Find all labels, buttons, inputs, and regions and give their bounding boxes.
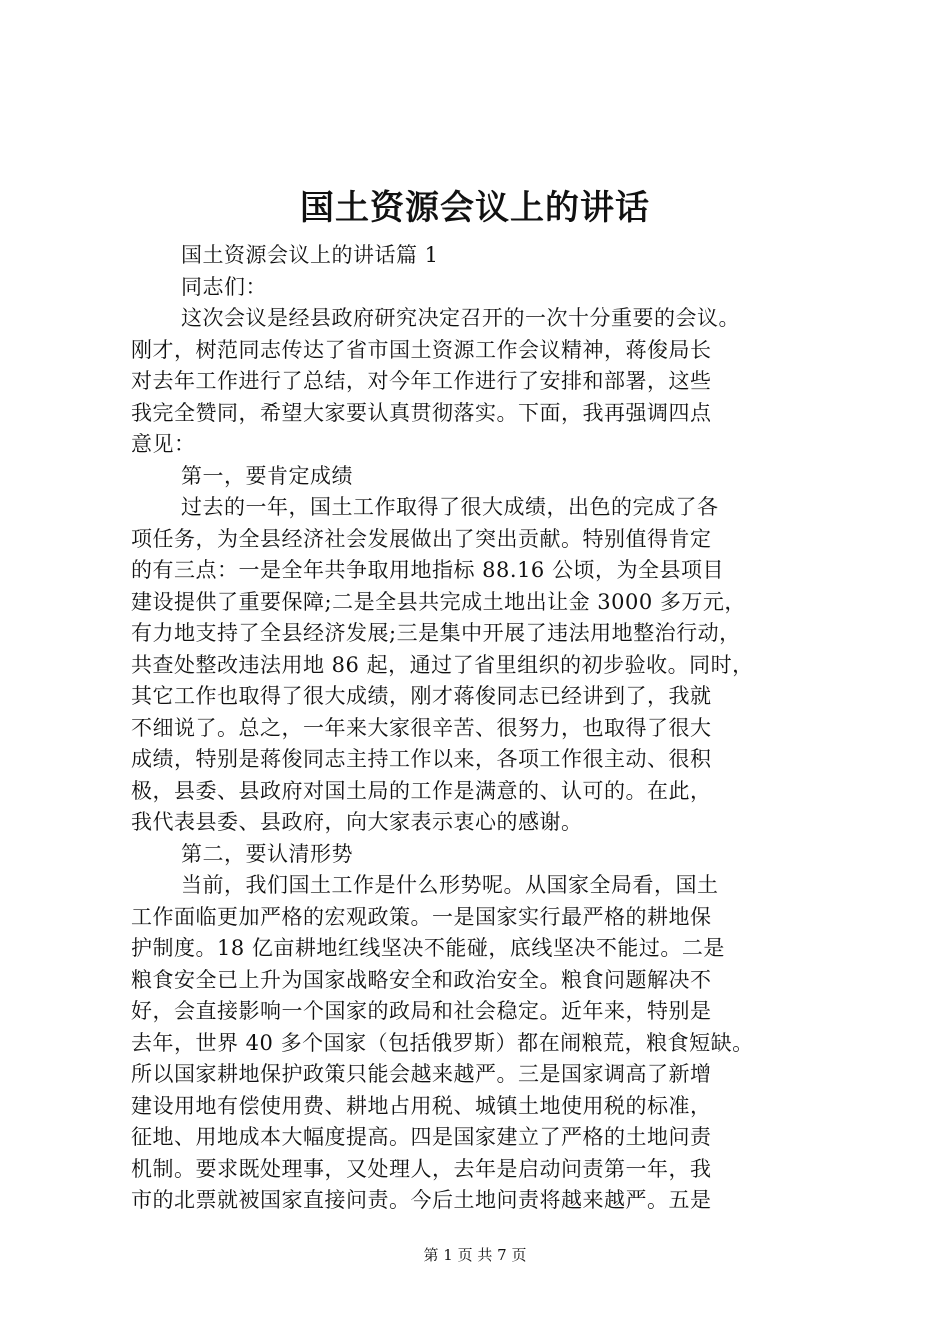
text-line: 好，会直接影响一个国家的政局和社会稳定。近年来，特别是 [131, 999, 712, 1023]
text-line: 护制度。18 亿亩耕地红线坚决不能碰，底线坚决不能过。二是 [131, 936, 725, 960]
text-line: 刚才，树范同志传达了省市国土资源工作会议精神，蒋俊局长 [131, 337, 712, 362]
document-title: 国土资源会议上的讲话 [300, 188, 650, 228]
text-line: 的有三点：一是全年共争取用地指标 88.16 公顷，为全县项目 [131, 558, 724, 582]
text-line: 所以国家耕地保护政策只能会越来越严。三是国家调高了新增 [131, 1062, 712, 1086]
text-line: 第一，要肯定成绩 [181, 463, 353, 488]
text-line: 我完全赞同，希望大家要认真贯彻落实。下面，我再强调四点 [131, 400, 712, 425]
text-line: 项任务，为全县经济社会发展做出了突出贡献。特别值得肯定 [131, 526, 712, 551]
text-line: 共查处整改违法用地 86 起，通过了省里组织的初步验收。同时， [131, 652, 754, 677]
text-line: 市的北票就被国家直接问责。今后土地问责将越来越严。五是 [131, 1188, 712, 1212]
text-line: 对去年工作进行了总结，对今年工作进行了安排和部署，这些 [131, 369, 712, 393]
text-line: 我代表县委、县政府，向大家表示衷心的感谢。 [131, 810, 583, 834]
text-line: 意见： [131, 432, 196, 456]
page-footer: 第 1 页 共 7 页 [423, 1246, 527, 1264]
document-body [131, 240, 831, 1217]
text-line: 粮食安全已上升为国家战略安全和政治安全。粮食问题解决不 [131, 967, 712, 992]
text-line: 第二，要认清形势 [181, 841, 353, 866]
text-line: 成绩，特别是蒋俊同志主持工作以来，各项工作很主动、很积 [131, 747, 712, 771]
text-line: 其它工作也取得了很大成绩，刚才蒋俊同志已经讲到了，我就 [131, 684, 712, 708]
text-line: 国土资源会议上的讲话篇 1 [181, 243, 439, 267]
text-line: 不细说了。总之，一年来大家很辛苦、很努力，也取得了很大 [131, 715, 712, 740]
text-line: 工作面临更加严格的宏观政策。一是国家实行最严格的耕地保 [131, 904, 712, 929]
text-line: 机制。要求既处理事，又处理人，去年是启动问责第一年，我 [131, 1156, 712, 1181]
text-line: 极，县委、县政府对国土局的工作是满意的、认可的。在此， [131, 778, 712, 803]
text-line: 同志们： [181, 274, 267, 299]
text-line: 去年，世界 40 多个国家（包括俄罗斯）都在闹粮荒，粮食短缺。 [131, 1030, 754, 1055]
text-line: 过去的一年，国土工作取得了很大成绩，出色的完成了各 [181, 495, 719, 519]
text-line: 有力地支持了全县经济发展;三是集中开展了违法用地整治行动， [131, 621, 741, 645]
text-line: 这次会议是经县政府研究决定召开的一次十分重要的会议。 [181, 306, 740, 330]
text-line: 建设用地有偿使用费、耕地占用税、城镇土地使用税的标准， [131, 1093, 712, 1118]
text-line: 征地、用地成本大幅度提高。四是国家建立了严格的土地问责 [131, 1125, 712, 1149]
text-line: 当前，我们国土工作是什么形势呢。从国家全局看，国土 [181, 873, 719, 897]
text-line: 建设提供了重要保障;二是全县共完成土地出让金 3000 多万元， [131, 589, 746, 614]
